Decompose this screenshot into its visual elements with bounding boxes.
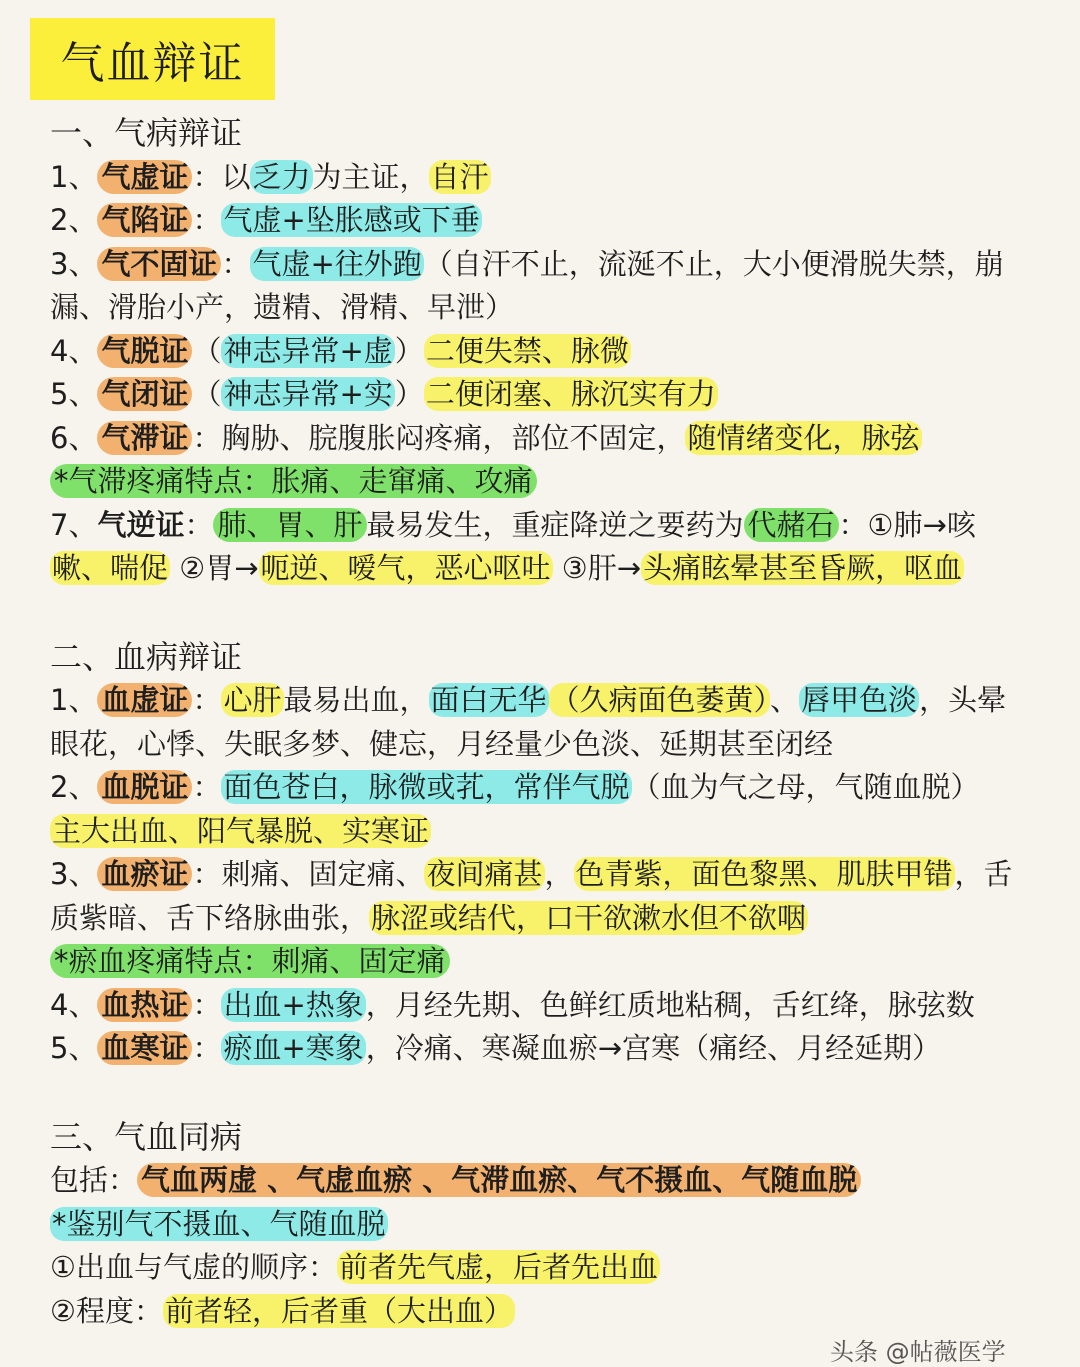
highlight-blue: 瘀血+寒象: [223, 1031, 364, 1065]
text: （: [192, 333, 222, 368]
qi-blood-distinguish: [50, 1203, 1060, 1247]
highlight-yellow: 夜间痛甚: [426, 857, 543, 891]
item-number: 3、: [50, 857, 98, 891]
term: 气脱证: [97, 334, 192, 368]
qi-item-1: [50, 156, 1060, 200]
highlight-yellow: 前者先气虚，后者先出血: [339, 1250, 659, 1284]
text: （: [192, 377, 222, 411]
text: ：以: [192, 159, 251, 194]
qi-item-7-cont: [50, 547, 1060, 591]
text: ③肝→: [552, 551, 642, 585]
highlight-blue: 乏力: [252, 159, 311, 194]
term: 血热证: [97, 988, 192, 1022]
highlight-green: 代赭石: [744, 508, 839, 542]
item-number: 1、: [50, 683, 98, 717]
text: ，头晕: [919, 683, 1007, 717]
text: ）: [394, 377, 424, 411]
text: ，冷痛、寒凝血瘀→宫寒（痛经、月经延期）: [365, 1031, 942, 1065]
text: 最易出血，: [283, 683, 429, 717]
highlight-blue: 神志异常+虚: [223, 333, 393, 368]
text: 最易发生，重症降逆之要药为: [366, 507, 744, 542]
text: 、: [770, 683, 800, 717]
highlight-yellow: 二便失禁、脉微: [425, 333, 629, 368]
text: ②程度：: [50, 1293, 163, 1328]
text: ：: [184, 507, 214, 542]
term: 血瘀证: [97, 857, 192, 891]
text: ，舌: [954, 857, 1013, 891]
qi-item-4: [50, 330, 1060, 374]
term: 血寒证: [97, 1031, 192, 1065]
text: ：: [192, 683, 222, 717]
blood-item-2: [50, 766, 1060, 810]
text: ：: [192, 1031, 222, 1065]
text: ①出血与气虚的顺序：: [50, 1250, 337, 1284]
section-heading-qi: 一、气病辩证: [50, 114, 243, 152]
text: （自汗不止，流涎不止，大小便滑脱失禁，崩: [423, 246, 1004, 281]
highlight-green: *气滞疼痛特点：胀痛、走窜痛、攻痛: [50, 464, 537, 498]
page-title: 气血辩证: [60, 38, 245, 89]
item-number: 3、: [50, 246, 98, 281]
highlight-orange: 气血两虚 、气虚血瘀 、气滞血瘀、气不摄血、气随血脱: [137, 1163, 861, 1197]
highlight-blue: *鉴别气不摄血、气随血脱: [52, 1206, 386, 1241]
blood-item-2-cont: [50, 810, 1060, 854]
highlight-blue: 出血+热象: [223, 987, 364, 1022]
highlight-yellow: 脉涩或结代，口干欲漱水但不欲咽: [371, 900, 807, 935]
text: ：: [221, 246, 251, 281]
text: （血为气之母，气随血脱）: [631, 770, 980, 804]
text: ：: [192, 203, 222, 237]
item-number: 4、: [50, 987, 98, 1022]
term: 血脱证: [97, 770, 192, 804]
text: ：胸胁、脘腹胀闷疼痛，部位不固定，: [192, 420, 686, 455]
item-number: 5、: [50, 1031, 98, 1065]
term: 气滞证: [97, 421, 192, 455]
highlight-green: 肺、胃、肝: [213, 508, 366, 542]
item-number: 2、: [50, 770, 98, 804]
title-box: [30, 18, 275, 100]
blood-item-3: [50, 853, 1060, 897]
section-heading-blood: 二、血病辩证: [50, 637, 243, 676]
highlight-blue: 唇甲色淡: [801, 683, 918, 717]
term: 气不固证: [97, 247, 221, 281]
qi-item-5: [50, 373, 1060, 417]
highlight-yellow: 心肝: [223, 683, 282, 717]
item-number: 5、: [50, 377, 98, 411]
highlight-yellow: 随情绪变化，脉弦: [687, 420, 920, 455]
highlight-yellow: 自汗: [430, 159, 489, 194]
term: 气虚证: [97, 160, 192, 194]
item-number: 2、: [50, 203, 98, 237]
text: 包括：: [50, 1163, 138, 1197]
item-number: 4、: [50, 333, 98, 368]
text: ，月经先期、色鲜红质地粘稠，舌红绛，脉弦数: [365, 987, 975, 1022]
text: 质紫暗、舌下络脉曲张，: [50, 900, 370, 935]
highlight-blue: 气虚+坠胀感或下垂: [223, 203, 480, 237]
blood-item-5: [50, 1027, 1060, 1071]
blood-item-1-cont: 眼花，心悸、失眠多梦、健忘，月经量少色淡、延期甚至闭经: [50, 726, 834, 761]
text: ：①肺→咳: [838, 507, 976, 542]
highlight-yellow: 色青紫，面色黎黑、肌肤甲错: [575, 857, 953, 891]
text: ：刺痛、固定痛、: [192, 857, 425, 891]
qi-item-6: [50, 417, 1060, 461]
text: ：: [192, 987, 222, 1022]
highlight-blue: 气虚+往外跑: [252, 246, 422, 281]
qi-blood-includes: [50, 1159, 1060, 1203]
text: 为主证，: [312, 159, 429, 194]
text: ②胃→: [170, 551, 259, 585]
blood-item-4: [50, 984, 1060, 1028]
highlight-yellow: （久病面色萎黄）: [550, 683, 769, 717]
watermark: 头条 @帖薇医学: [830, 1338, 1006, 1366]
qi-item-3-cont: 漏、滑胎小产，遗精、滑精、早泄）: [50, 290, 515, 324]
term: 气陷证: [97, 203, 192, 237]
qi-item-7: [50, 504, 1060, 548]
section-heading-qi-blood: 三、气血同病: [50, 1117, 243, 1156]
highlight-yellow: 主大出血、阳气暴脱、实寒证: [52, 813, 430, 848]
highlight-yellow: 嗽、喘促: [52, 551, 169, 585]
text: ）: [394, 333, 424, 368]
highlight-blue: 神志异常+实: [223, 377, 393, 411]
highlight-yellow: 二便闭塞、脉沉实有力: [425, 377, 716, 411]
highlight-green: *瘀血疼痛特点：刺痛、固定痛: [50, 944, 450, 978]
qi-stagnation-note: [50, 460, 1060, 504]
notes-content: [50, 112, 1060, 1333]
highlight-yellow: 头痛眩晕甚至昏厥，呕血: [643, 551, 963, 585]
term: 气闭证: [97, 377, 192, 411]
qi-blood-point-1: [50, 1246, 1060, 1290]
term: 血虚证: [97, 683, 192, 717]
highlight-blue: 面白无华: [430, 683, 547, 717]
qi-item-3: [50, 243, 1060, 287]
item-number: 1、: [50, 159, 98, 194]
blood-item-3-cont: [50, 897, 1060, 941]
text: ：: [192, 770, 222, 804]
item-number: 7、: [50, 507, 98, 542]
item-number: 6、: [50, 420, 98, 455]
term: 气逆证: [97, 507, 185, 542]
qi-item-2: [50, 199, 1060, 243]
blood-item-1: [50, 679, 1060, 723]
highlight-yellow: 前者轻，后者重（大出血）: [165, 1293, 514, 1328]
qi-blood-point-2: [50, 1290, 1060, 1334]
blood-stasis-note: [50, 940, 1060, 984]
highlight-blue: 面色苍白，脉微或芤，常伴气脱: [223, 770, 630, 804]
text: ，: [544, 857, 574, 891]
highlight-yellow: 呃逆、嗳气，恶心呕吐: [260, 551, 551, 585]
